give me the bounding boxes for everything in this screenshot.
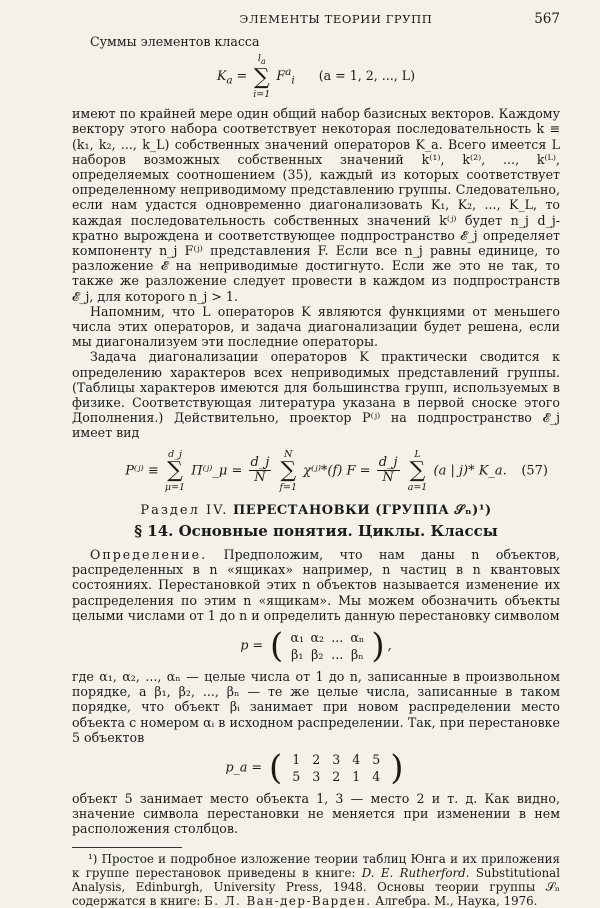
formula-lhs: K xyxy=(216,68,227,84)
formula-lhs-sub: a xyxy=(226,74,233,87)
paragraph-3: Задача диагонализации операторов K практически сводится к определению характеров всех неприводимых представлений группы. (Таблицы характеров имеются для большинства групп, используемых в физике. Соответствующая литература указана в первой сноске этого Дополнения.) Действительно, проектор P⁽ʲ⁾ на подпространство 𝓔_j имеет вид xyxy=(72,349,560,441)
sum-upper: $l_a$ xyxy=(257,53,266,67)
perm-row-1: α₁ α₂ ... αₙ xyxy=(290,629,365,645)
paragraph-4-text: Предположим, что нам даны n объектов, распределенных в n «ящиках» например, n частиц в n квантовых состояниях. Перестановкой этих n объектов называется изменение их распределения по этим n «ящикам». Мы можем обозначить объекты целыми числами от 1 до n и определить данную перестановку символом xyxy=(72,546,560,623)
summand-sup: a xyxy=(285,65,292,78)
sigma-icon: ∑ xyxy=(280,457,297,483)
right-paren-icon: ) xyxy=(371,625,385,666)
chapter-title: § 14. Основные понятия. Циклы. Классы xyxy=(134,521,498,540)
eq57-term-1: Π⁽ʲ⁾_μ = xyxy=(191,463,243,479)
footnote-author-1: D. E. Rutherford. xyxy=(361,865,470,880)
eq57-sum-3: L ∑ a=1 xyxy=(407,448,428,493)
footnote-divider xyxy=(72,847,182,848)
perm-row-2: β₁ β₂ ... βₙ xyxy=(291,646,364,662)
perm-matrix xyxy=(270,625,385,666)
sigma-icon: ∑ xyxy=(409,457,426,483)
paragraph-1: имеют по крайней мере один общий набор базисных векторов. Каждому вектору этого набора соответствует некоторая последовательность k ≡ (k₁, k₂, ..., k_L) собственных значений операторов K_a. Всего имеется L наборов возможных собственных значений k⁽¹⁾, k⁽²⁾, ..., k⁽ᴸ⁾, определяемых соотношением (35), каждый из которых соответствует определенному неприводимому представлению группы. Следовательно, если нам удастся одновременно диагонализовать K₁, K₂, ..., K_L, то каждая последовательность собственных значений k⁽ʲ⁾ будет n_j d_j-кратно вырождена и соответствующее подпространство 𝓔_j определяет компоненту n_j F⁽ʲ⁾ представления F. Если все n_j равны единице, то разложение 𝓔 на неприводимые достигнуто. Если же это не так, то также же разложение следует провести в каждом из подпространств 𝓔_j, для которого n_j > 1. xyxy=(72,106,560,304)
perm-example-row-2: 5 3 2 1 4 xyxy=(292,769,381,784)
paragraph-6: объект 5 занимает место объекта 1, 3 — место 2 и т. д. Как видно, значение символа перестановки не меняется при изменении в нем расположения столбцов. xyxy=(72,791,560,837)
summand-sub: i xyxy=(291,74,295,87)
eq57-sum-1: d_j ∑ μ=1 xyxy=(164,448,186,493)
equation-number: (57) xyxy=(521,462,548,478)
running-title: ЭЛЕМЕНТЫ ТЕОРИИ ГРУПП xyxy=(239,12,433,26)
section-label: Раздел IV. xyxy=(140,502,229,518)
right-paren-icon: ) xyxy=(390,748,404,788)
formula-condition: (a = 1, 2, ..., L) xyxy=(318,68,416,84)
eq57-lhs: P⁽ʲ⁾ ≡ xyxy=(125,463,159,479)
left-paren-icon: ( xyxy=(270,625,284,666)
equation-57 xyxy=(72,449,560,493)
eq57-term-3: (a | j)* K_a. xyxy=(433,463,507,479)
section-heading xyxy=(72,503,560,518)
permutation-symbol: p = ( α₁ α₂ ... αₙ β₁ β₂ ... βₙ ) , xyxy=(240,625,392,666)
eq57-term-2: χ⁽ʲ⁾*(f) F = xyxy=(303,463,371,479)
paragraph-4 xyxy=(72,547,560,623)
page-number: 567 xyxy=(534,11,560,27)
summand: F xyxy=(276,68,286,84)
eq57-fraction-1: $\frac{d\_j}{N}$ xyxy=(250,455,270,486)
definition-word: Определение. xyxy=(90,546,208,562)
class-sum-formula xyxy=(72,53,560,100)
perm-example-matrix xyxy=(268,748,404,788)
footnote: ¹) Простое и подробное изложение теории таблиц Юнга и их приложения к группе перестановок приведены в книге: D. E. Rutherford. Substitutional Analysis, Edinburgh, University Press, 1948. Основы теории группы 𝒮ₙ содержатся в книге: Б. Л. Ван-дер-Варден. Алгебра. М., Наука, 1976. xyxy=(72,851,560,908)
left-paren-icon: ( xyxy=(268,748,283,788)
sum-lower: i=1 xyxy=(253,89,271,101)
permutation-example xyxy=(72,748,560,788)
footnote-author-2: Б. Л. Ван-дер-Варден. xyxy=(204,894,372,908)
perm-example-row-1: 1 2 3 4 5 xyxy=(292,752,381,767)
intro-lead: Суммы элементов класса xyxy=(90,34,260,49)
eq57-sum-2: N ∑ f=1 xyxy=(279,448,298,493)
sigma-icon: ∑ xyxy=(167,457,183,483)
running-header xyxy=(72,12,560,34)
perm-example-lhs: p_a = xyxy=(225,759,262,775)
section-title: ПЕРЕСТАНОВКИ (ГРУППА 𝒮ₙ)¹) xyxy=(233,502,492,518)
eq57-fraction-2: $\frac{d\_j}{N}$ xyxy=(378,455,398,486)
sigma-icon: ∑ xyxy=(253,65,270,91)
perm-lhs: p = xyxy=(240,637,264,653)
paragraph-5: где α₁, α₂, ..., αₙ — целые числа от 1 до n, записанные в произвольном порядке, а β₁, β₂, ..., βₙ — те же целые числа, записанные в таком порядке, что объект βᵢ занимает при новом распределении место объекта с номером αᵢ в исходном распределении. Так, при перестановке 5 объектов xyxy=(72,668,560,745)
formula-eq: = xyxy=(236,68,248,84)
sum-operator xyxy=(253,53,270,100)
paragraph-2: Напомним, что L операторов K являются функциями от меньшего числа этих операторов, и задача диагонализации будет решена, если мы диагонализуем эти последние операторы. xyxy=(72,303,560,350)
